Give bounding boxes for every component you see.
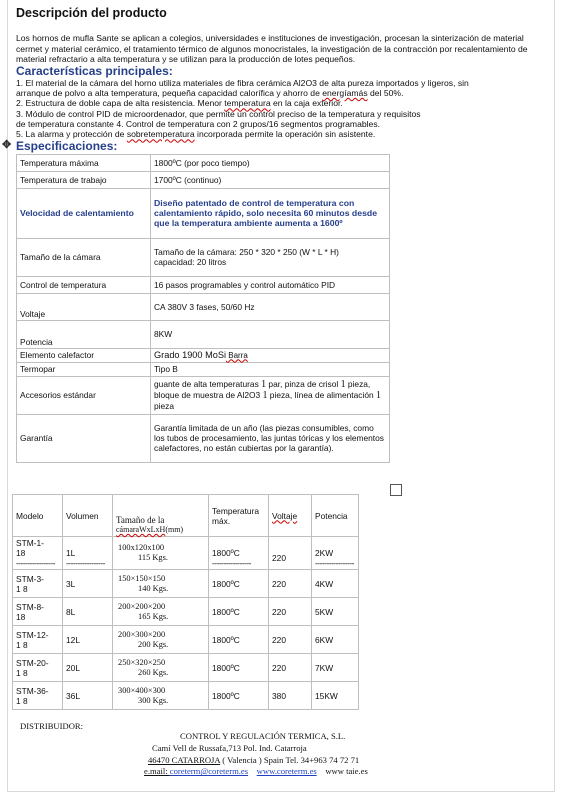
spec-key: Voltaje bbox=[17, 293, 151, 320]
features-heading: Características principales: bbox=[16, 63, 173, 78]
website-2: www taie.es bbox=[325, 766, 368, 777]
cell-tamano: 150×150×150 140 Kgs. bbox=[113, 570, 209, 598]
spec-key: Termopar bbox=[17, 362, 151, 376]
table-row bbox=[17, 414, 390, 462]
cell-volumen: 12L bbox=[63, 626, 113, 654]
cell-voltaje: 220 bbox=[269, 537, 312, 570]
table-row bbox=[17, 171, 390, 188]
cell-potencia: 4KW bbox=[312, 570, 359, 598]
cell-temperatura: 1800ºC bbox=[209, 598, 269, 626]
cell-temperatura: 1800ºC bbox=[209, 626, 269, 654]
col-header-potencia: Potencia bbox=[312, 495, 359, 537]
table-row bbox=[17, 376, 390, 414]
spec-key: Velocidad de calentamiento bbox=[17, 188, 151, 238]
document-body bbox=[2, 6, 548, 463]
table-row bbox=[13, 598, 359, 626]
spellcheck-word[interactable]: Barra bbox=[226, 350, 248, 360]
cell-modelo: STM-20- 1 8 bbox=[13, 654, 63, 682]
spec-value: Garantía limitada de un año (las piezas consumibles, como los tubos de procesamiento, las juntas tóricas y los elementos calefactores, no están cubiertas por la garantía). bbox=[151, 414, 390, 462]
specifications-table bbox=[16, 154, 390, 463]
cell-voltaje: 220 bbox=[269, 598, 312, 626]
features-list bbox=[16, 78, 548, 140]
cell-modelo: STM-1- 18 ----------------- bbox=[13, 537, 63, 570]
spellcheck-word[interactable]: energíamás bbox=[322, 88, 368, 99]
spec-value: 1800ºC (por poco tiempo) bbox=[151, 154, 390, 171]
company-name: CONTROL Y REGULACIÓN TERMICA, S.L. bbox=[180, 731, 346, 741]
table-header-row bbox=[13, 495, 359, 537]
company-city: 46470 CATARROJA ( Valencia ) Spain Tel. 34+963 74 72 71 bbox=[148, 754, 360, 765]
models-table bbox=[12, 494, 359, 710]
cell-potencia: 15KW bbox=[312, 682, 359, 710]
cell-tamano: 100x120x100 115 Kgs. bbox=[113, 537, 209, 570]
feature-line: 3. Módulo de control PID de microordenador, que permite un control preciso de la temperatura y requisitos bbox=[16, 108, 421, 119]
table-row bbox=[17, 276, 390, 293]
spellcheck-word[interactable]: sobretemperatura bbox=[126, 129, 195, 140]
feature-line: 1. El material de la cámara del horno utiliza materiales de fibra cerámica Al2O3 de alta pureza importados y ligeros, sin bbox=[16, 77, 469, 88]
cell-voltaje: 380 bbox=[269, 682, 312, 710]
cell-volumen: 3L bbox=[63, 570, 113, 598]
cell-potencia: 2KW ----------------- bbox=[312, 537, 359, 570]
table-row bbox=[13, 570, 359, 598]
spec-key: Control de temperatura bbox=[17, 276, 151, 293]
table-row bbox=[13, 537, 359, 570]
cell-potencia: 6KW bbox=[312, 626, 359, 654]
cell-tamano: 200×300×200 200 Kgs. bbox=[113, 626, 209, 654]
spec-value: 1700ºC (continuo) bbox=[151, 171, 390, 188]
spec-key: Elemento calefactor bbox=[17, 348, 151, 362]
col-header-tamano: Tamaño de la cámaraWxLxH(mm) bbox=[113, 495, 209, 537]
company-address: Camí Vell de Russafa,713 Pol. Ind. Catarroja bbox=[152, 742, 307, 753]
cell-temperatura: 1800ºC bbox=[209, 654, 269, 682]
cell-temperatura: 1800ºC bbox=[209, 570, 269, 598]
table-move-handle-icon[interactable]: ✥ bbox=[2, 138, 12, 151]
company-contact: e.mail: coreterm@coreterm.es www.coreterm.es www taie.es bbox=[144, 766, 368, 777]
table-row bbox=[13, 626, 359, 654]
table-row bbox=[17, 293, 390, 320]
cell-voltaje: 220 bbox=[269, 570, 312, 598]
cell-voltaje: 220 bbox=[269, 626, 312, 654]
cell-volumen: 20L bbox=[63, 654, 113, 682]
page-title: Descripción del producto bbox=[16, 6, 167, 20]
distributor-block bbox=[144, 731, 428, 778]
distributor-label: DISTRIBUIDOR: bbox=[20, 721, 84, 731]
cell-tamano: 250×320×250 260 Kgs. bbox=[113, 654, 209, 682]
spec-value: Grado 1900 MoSi Barra bbox=[151, 348, 390, 362]
table-row bbox=[17, 320, 390, 348]
spec-value: guante de alta temperaturas 1 par, pinza de crisol 1 pieza, bloque de muestra de Al2O3 1 pieza, línea de alimentación 1 pieza bbox=[151, 376, 390, 414]
email-link[interactable]: coreterm@coreterm.es bbox=[169, 766, 249, 777]
table-row bbox=[13, 682, 359, 710]
table-row bbox=[17, 348, 390, 362]
spellcheck-word[interactable]: temperatura bbox=[224, 98, 271, 109]
spec-value: CA 380V 3 fases, 50/60 Hz bbox=[151, 293, 390, 320]
table-row bbox=[17, 188, 390, 238]
spec-key: Temperatura de trabajo bbox=[17, 171, 151, 188]
cell-potencia: 7KW bbox=[312, 654, 359, 682]
feature-line: de temperatura constante 4. Control de temperatura con 2 grupos/16 segmentos programables. bbox=[16, 118, 381, 129]
intro-paragraph: Los hornos de mufla Sante se aplican a colegios, universidades e instituciones de investigación, procesan la sinterización de material cermet y material cerámico, el tratamiento térmico de algunos monocristales, la investigación de la contracción por recalentamiento de material refractario a alta temperatura y se utilizan para la producción de lotes pequeños. bbox=[16, 33, 528, 65]
col-header-voltaje: Voltaje bbox=[269, 495, 312, 537]
spec-key: Garantía bbox=[17, 414, 151, 462]
cell-modelo: STM-36- 1 8 bbox=[13, 682, 63, 710]
cell-modelo: STM-3- 1 8 bbox=[13, 570, 63, 598]
cell-volumen: 36L bbox=[63, 682, 113, 710]
feature-line: 5. La alarma y protección de sobretemperatura incorporada permite la operación sin asistente. bbox=[16, 129, 376, 140]
website-link[interactable]: www.coreterm.es bbox=[256, 766, 317, 777]
spec-value: 16 pasos programables y control automático PID bbox=[151, 276, 390, 293]
col-header-volumen: Volumen bbox=[63, 495, 113, 537]
cell-tamano: 200×200×200 165 Kgs. bbox=[113, 598, 209, 626]
spec-key: Potencia bbox=[17, 320, 151, 348]
table-row bbox=[13, 654, 359, 682]
cell-voltaje: 220 bbox=[269, 654, 312, 682]
table-row bbox=[17, 362, 390, 376]
cell-volumen: 8L bbox=[63, 598, 113, 626]
cell-temperatura: 1800ºC ----------------- bbox=[209, 537, 269, 570]
feature-line: 2. Estructura de doble capa de alta resistencia. Menor temperatura en la caja exterior. bbox=[16, 98, 343, 109]
spec-value: Diseño patentado de control de temperatura con calentamiento rápido, solo necesita 60 minutos desde que la temperatura ambiente aumenta a 1600º bbox=[151, 188, 390, 238]
cell-modelo: STM-8- 18 bbox=[13, 598, 63, 626]
cell-volumen: 1L ----------------- bbox=[63, 537, 113, 570]
col-header-modelo: Modelo bbox=[13, 495, 63, 537]
feature-line: arranque de polvo a alta temperatura, pequeña capacidad calorífica y ahorro de energíamás del 50%. bbox=[16, 88, 404, 99]
specs-heading: ✥ Especificaciones: bbox=[2, 138, 118, 153]
spellcheck-word[interactable]: cámaraWxLxH bbox=[116, 525, 166, 534]
spec-value: Tipo B bbox=[151, 362, 390, 376]
table-row bbox=[17, 238, 390, 276]
spec-value: Tamaño de la cámara: 250 * 320 * 250 (W * L * H) capacidad: 20 litros bbox=[151, 238, 390, 276]
checkbox[interactable] bbox=[390, 484, 402, 496]
cell-modelo: STM-12- 1 8 bbox=[13, 626, 63, 654]
spec-value: 8KW bbox=[151, 320, 390, 348]
spec-key: Temperatura máxima bbox=[17, 154, 151, 171]
cell-temperatura: 1800ºC bbox=[209, 682, 269, 710]
spec-key: Accesorios estándar bbox=[17, 376, 151, 414]
table-row bbox=[17, 154, 390, 171]
spec-key: Tamaño de la cámara bbox=[17, 238, 151, 276]
cell-potencia: 5KW bbox=[312, 598, 359, 626]
col-header-temperatura: Temperatura máx. bbox=[209, 495, 269, 537]
cell-tamano: 300×400×300 300 Kgs. bbox=[113, 682, 209, 710]
